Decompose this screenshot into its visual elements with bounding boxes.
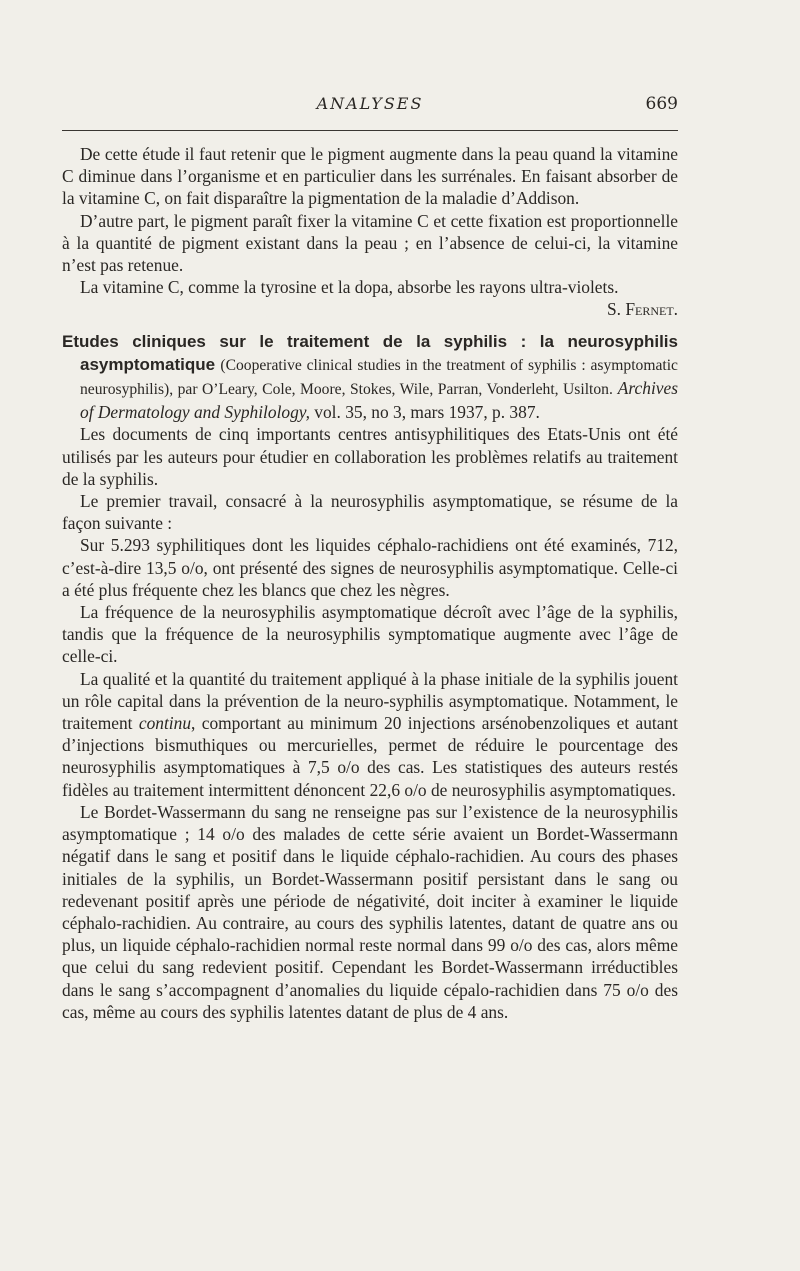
body-paragraph: Les documents de cinq importants centres antisyphilitiques des Etats-Unis ont été utilisés par les auteurs pour étudier en collaboration les problèmes relatifs au traitement de la syphilis. bbox=[62, 424, 678, 489]
intro-paragraph-text: La vitamine C, comme la tyrosine et la dopa, absorbe les rayons ultra-violets. bbox=[80, 277, 619, 298]
body-paragraph: Le Bordet-Wassermann du sang ne renseigne pas sur l’existence de la neurosyphilis asymptomatique ; 14 o/o des malades de cette série avaient un Bordet-Wassermann négatif dans le sang et positif dans le liquide céphalo-rachidien. Au cours des phases initiales de la syphilis, un Bordet-Wassermann positif persistant dans le sang ou redevenant positif après une période de négativité, doit inciter à examiner le liquide céphalo-rachidien. Au contraire, au cours des syphilis latentes, datant de quatre ans ou plus, un liquide céphalo-rachidien normal reste normal dans 99 o/o des cas, alors même que celui du sang redevient positif. Cependant les Bordet-Wassermann irréductibles dans le sang s’accompagnent d’anomalies du liquide cépalo-rachidien dans 75 o/o des cas, même au cours des syphilis latentes datant de plus de 4 ans. bbox=[62, 801, 678, 1022]
header-rule bbox=[62, 130, 678, 131]
entry-heading: Etudes cliniques sur le traitement de la syphilis : la neurosyphilis asymptomatique bbox=[62, 331, 678, 374]
page-number: 669 bbox=[645, 94, 678, 114]
treatment-emphasis: continu bbox=[138, 713, 192, 734]
running-header bbox=[62, 94, 678, 118]
intro-paragraph: D’autre part, le pigment paraît fixer la vitamine C et cette fixation est proportionnelle à la quantité de pigment existant dans la peau ; en l’absence de celui-ci, la vitamine n’est pas retenue. bbox=[62, 210, 678, 276]
treatment-text-before: La qualité et la quantité du traitement appliqué à la phase initiale de la syphilis jouent un rôle capital dans la prévention de la neuro-syphilis asymptomatique. Notamment, le traitement bbox=[62, 668, 678, 734]
entry-reference: (Cooperative clinical studies in the treatment of syphilis : asymptomatic neurosyphilis), par O’Leary, Cole, Moore, Stokes, Wile, Parran, Vonderleht, Usilton. bbox=[80, 356, 678, 399]
author-signature: S. Fernet. bbox=[606, 299, 678, 320]
body-paragraph: Sur 5.293 syphilitiques dont les liquides céphalo-rachidiens ont été examinés, 712, c’est-à-dire 13,5 o/o, ont présenté des signes de neurosyphilis asymptomatique. Celle-ci a été plus fréquente chez les blancs que chez les nègres. bbox=[62, 535, 678, 600]
entry-journal: Archives of Dermatology and Syphilology, bbox=[80, 378, 678, 423]
bibliographic-entry bbox=[62, 330, 678, 424]
running-title: ANALYSES bbox=[316, 94, 424, 113]
body-paragraph: Le premier travail, consacré à la neurosyphilis asymptomatique, se résume de la façon suivante : bbox=[62, 491, 678, 534]
treatment-text-after: , comportant au minimum 20 injections arsénobenzoliques et autant d’injections bismuthiques ou mercurielles, permet de réduire le pourcentage des neurosyphilis asymptomatiques à 7,5 o/o des cas. Les statistiques des auteurs restés fidèles au traitement intermittent dénoncent 22,6 o/o de neurosyphilis asymptomatiques. bbox=[62, 713, 678, 800]
entry-volume: vol. 35, no 3, mars 1937, p. 387. bbox=[314, 402, 540, 423]
intro-paragraph: De cette étude il faut retenir que le pigment augmente dans la peau quand la vitamine C diminue dans l’organisme et en particulier dans les surrénales. En faisant absorber de la vitamine C, on fait disparaître la pigmentation de la maladie d’Addison. bbox=[62, 144, 678, 209]
page-body bbox=[62, 143, 678, 1023]
intro-paragraph-signed bbox=[62, 276, 678, 320]
treatment-paragraph bbox=[62, 668, 678, 801]
body-paragraph: La fréquence de la neurosyphilis asymptomatique décroît avec l’âge de la syphilis, tandis que la fréquence de la neurosyphilis symptomatique augmente avec l’âge de celle-ci. bbox=[62, 602, 678, 667]
